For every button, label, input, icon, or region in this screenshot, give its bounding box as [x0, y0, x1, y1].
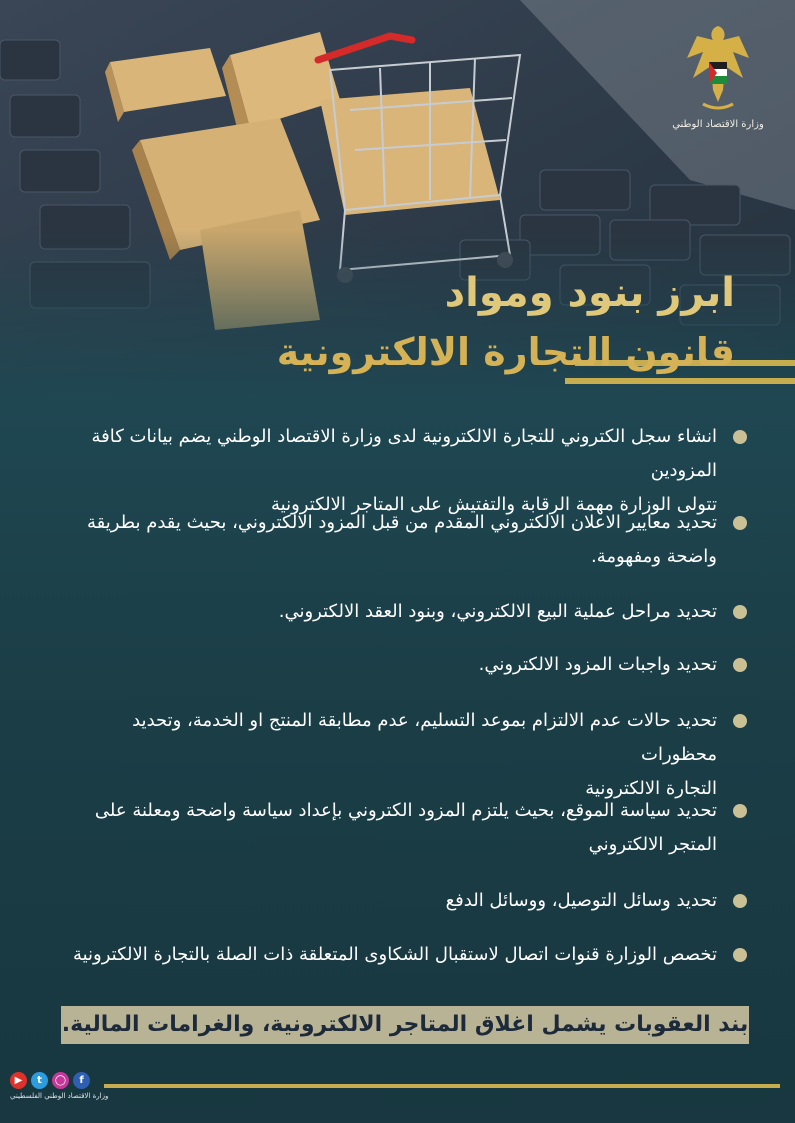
footer-divider: [104, 1084, 780, 1088]
ministry-name: وزارة الاقتصاد الوطني: [672, 119, 764, 130]
social-caption: وزارة الاقتصاد الوطني الفلسطيني: [10, 1092, 109, 1100]
bullet-icon: [733, 714, 747, 728]
item-line-1: تحديد حالات عدم الالتزام بموعد التسليم، عدم مطابقة المنتج او الخدمة، وتحديد محظورات: [132, 710, 717, 765]
list-item: [51, 938, 751, 972]
bullet-icon: [733, 804, 747, 818]
item-line-2: التجارة الالكترونية: [585, 778, 717, 799]
item-line-1: انشاء سجل الكتروني للتجارة الالكترونية لدى وزارة الاقتصاد الوطني يضم بيانات كافة المزودين: [91, 426, 717, 481]
bullet-icon: [733, 658, 747, 672]
facebook-icon[interactable]: f: [73, 1072, 90, 1089]
list-item: [51, 648, 751, 682]
social-links: [10, 1072, 108, 1100]
item-line-1: تحديد سياسة الموقع، بحيث يلتزم المزود الكتروني بإعداد سياسة واضحة ومعلنة على: [94, 800, 717, 821]
bullet-icon: [733, 894, 747, 908]
list-item: [51, 884, 751, 918]
title-line-1: ابرز بنود ومواد: [444, 270, 735, 316]
list-item: [51, 595, 751, 629]
bullet-icon: [733, 516, 747, 530]
item-line-1: تحديد وسائل التوصيل، ووسائل الدفع: [445, 890, 717, 911]
item-line-1: تحديد معايير الاعلان الالكتروني المقدم من قبل المزود الالكتروني، بحيث يقدم بطريقة: [87, 512, 717, 533]
ministry-logo: [663, 18, 773, 130]
item-line-2: واضحة ومفهومة.: [590, 546, 717, 567]
list-item: [51, 704, 751, 806]
item-line-1: تخصص الوزارة قنوات اتصال لاستقبال الشكاوى المتعلقة ذات الصلة بالتجارة الالكترونية: [72, 944, 717, 965]
penalty-banner: بند العقوبات يشمل اغلاق المتاجر الالكترونية، والغرامات المالية.: [61, 1006, 749, 1044]
list-item: [51, 506, 751, 574]
youtube-icon[interactable]: ▶: [10, 1072, 27, 1089]
item-line-2: تتولى الوزارة مهمة الرقابة والتفتيش على المتاجر الالكترونية: [271, 494, 717, 515]
twitter-icon[interactable]: t: [31, 1072, 48, 1089]
bullet-icon: [733, 430, 747, 444]
list-item: [51, 794, 751, 862]
title-underline-bottom: [565, 378, 795, 384]
eagle-emblem-icon: [683, 18, 753, 113]
bullet-icon: [733, 605, 747, 619]
item-line-1: تحديد مراحل عملية البيع الالكتروني، وبنود العقد الالكتروني.: [278, 601, 717, 622]
title-line-2: قانون التجارة الالكترونية: [276, 330, 735, 374]
bullet-icon: [733, 948, 747, 962]
item-line-1: تحديد واجبات المزود الالكتروني.: [478, 654, 717, 675]
item-line-2: المتجر الالكتروني: [588, 834, 717, 855]
instagram-icon[interactable]: ◯: [52, 1072, 69, 1089]
